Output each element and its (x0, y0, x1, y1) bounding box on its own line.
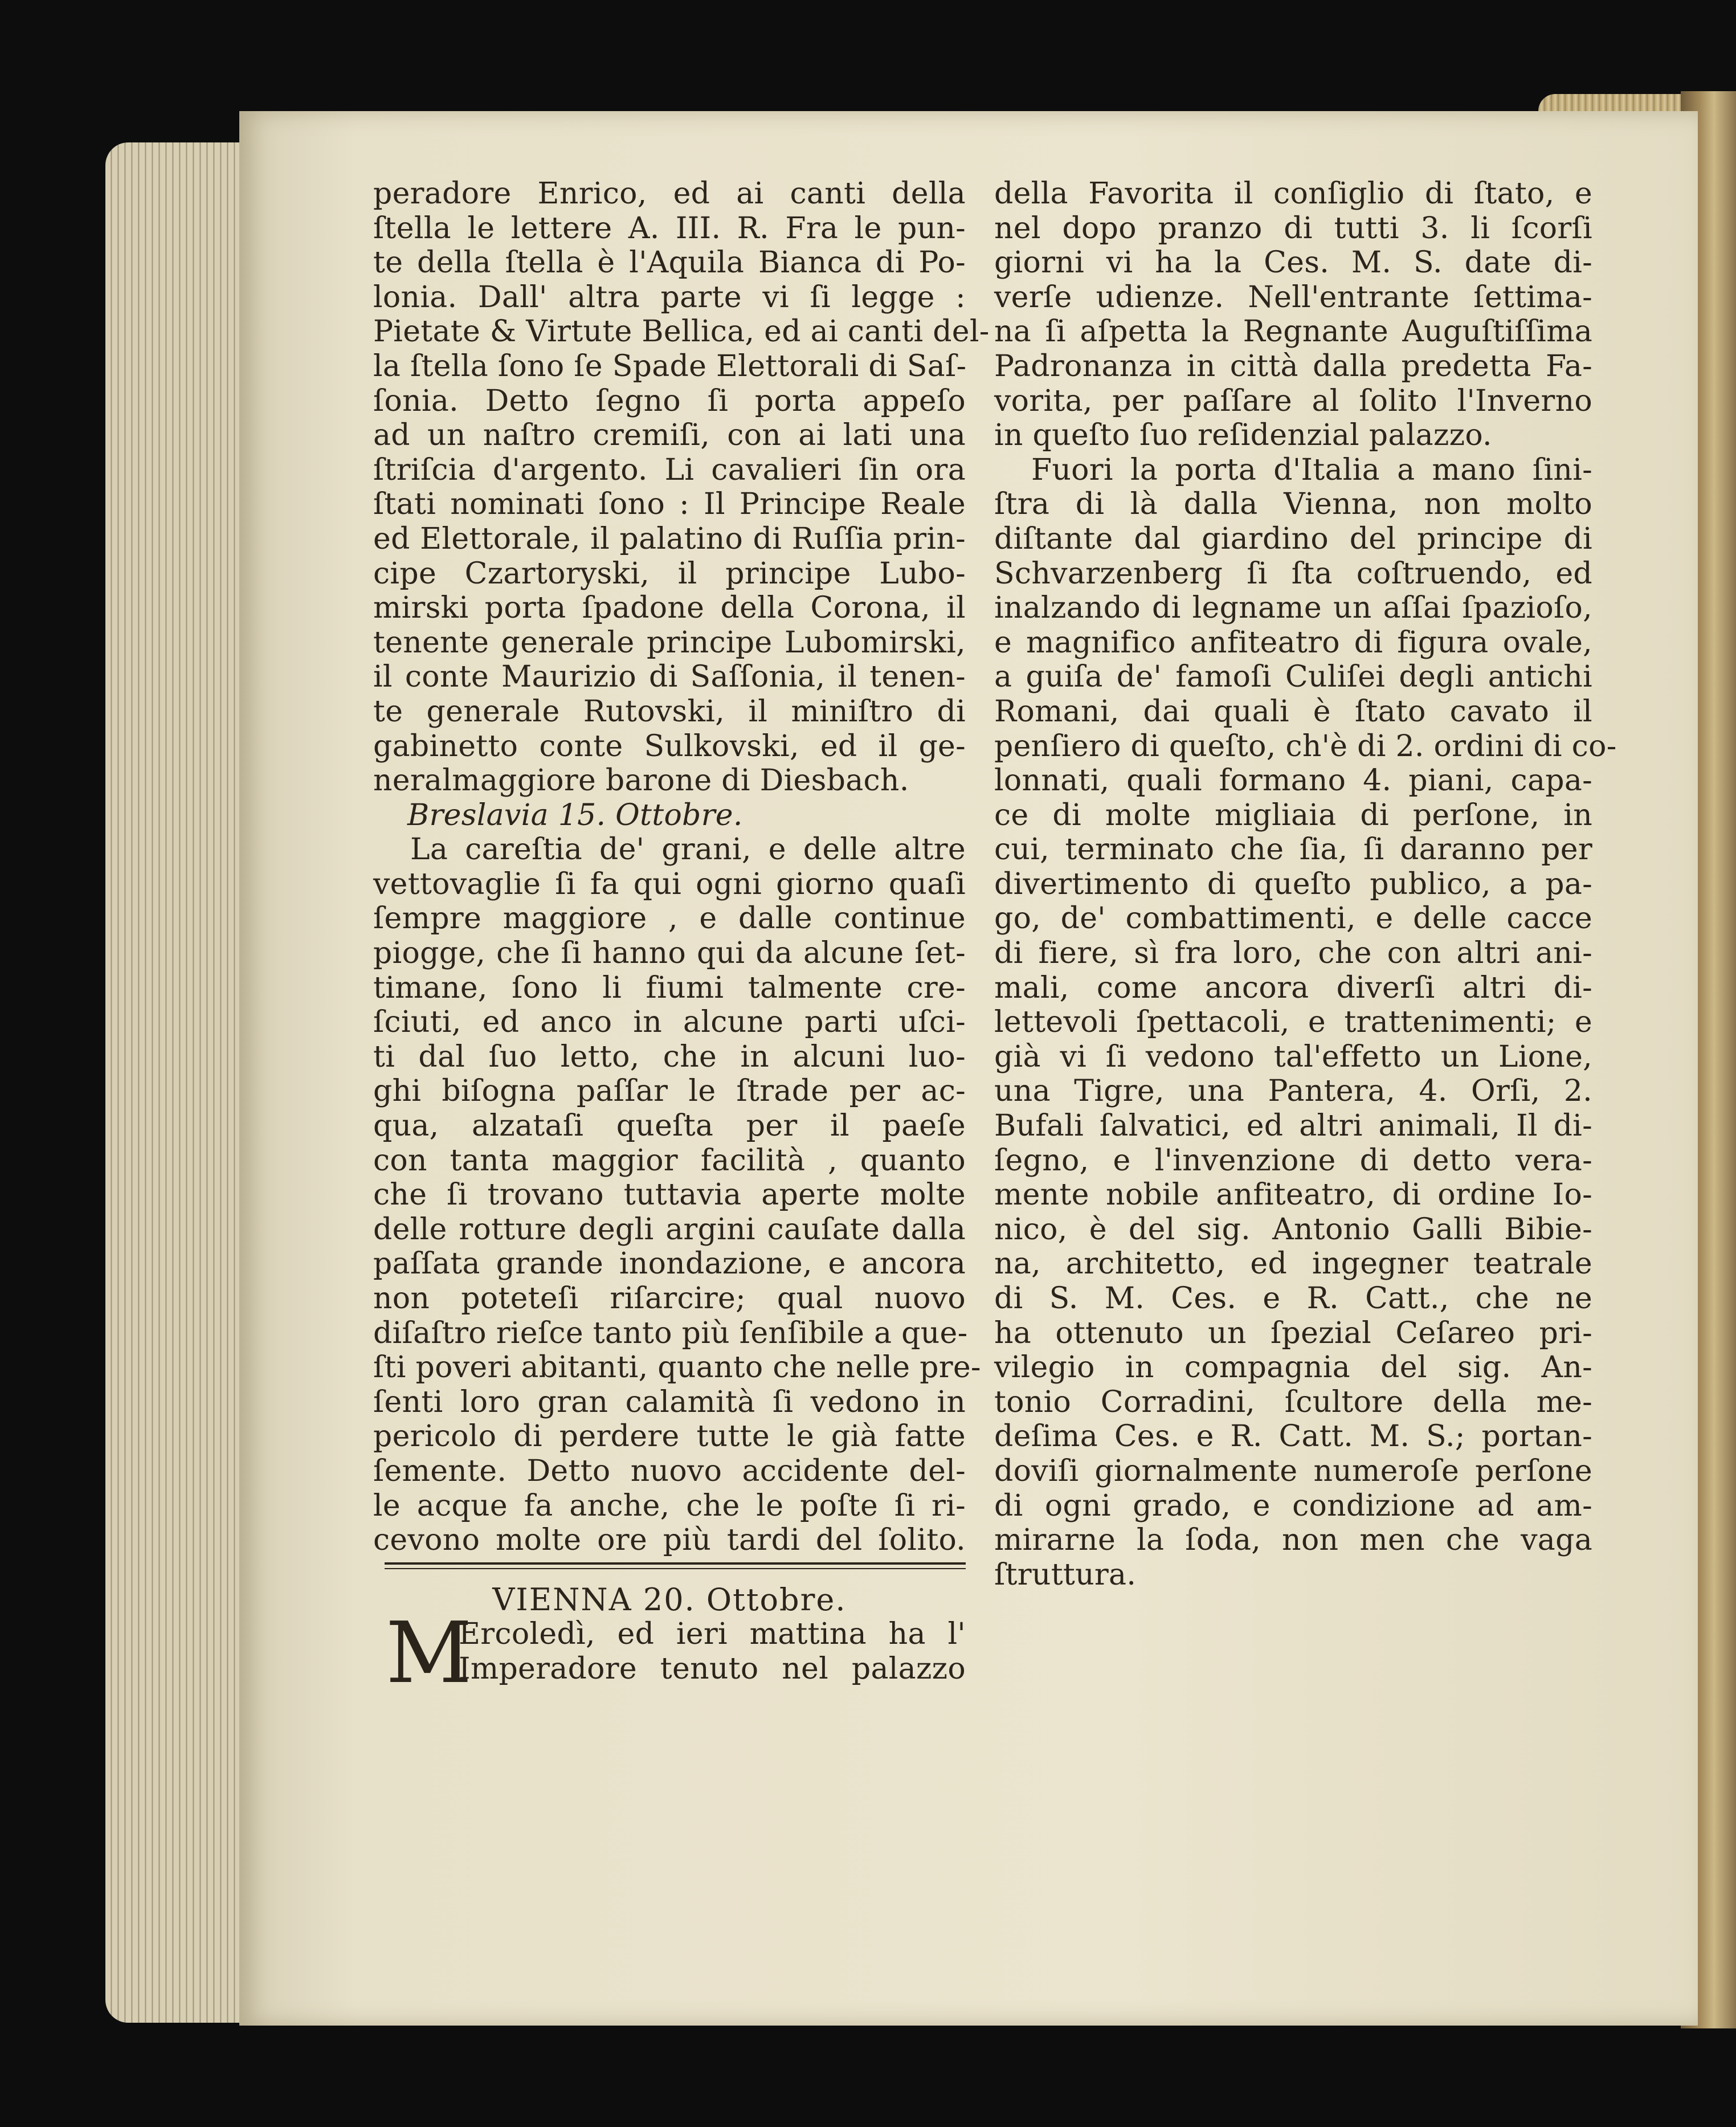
left-column (373, 177, 990, 1703)
text-line: cui, terminato che ſia, ſi daranno per (994, 832, 1592, 867)
text-line: pericolo di perdere tutte le già fatte (373, 1419, 966, 1454)
text-line: paſſata grande inondazione, e ancora (373, 1247, 966, 1281)
text-line: ſti poveri abitanti, quanto che nelle pre- (373, 1350, 981, 1385)
text-line: cevono molte ore più tardi del ſolito. (373, 1523, 966, 1558)
drop-cap: M (386, 1604, 472, 1703)
text-line: Schvarzenberg ſi ſta coſtruendo, ed (994, 556, 1592, 591)
page-edges (105, 142, 254, 2023)
text-line: vettovaglie ſi fa qui ogni giorno quaſi (373, 867, 966, 901)
text-line: ha ottenuto un ſpezial Ceſareo pri- (994, 1316, 1592, 1350)
text-line: il conte Maurizio di Saſſonia, il tenen- (373, 660, 966, 695)
text-line: che ſi trovano tuttavia aperte molte (373, 1178, 966, 1212)
drop-cap-paragraph (373, 1604, 966, 1703)
text-line: Pietate & Virtute Bellica, ed ai canti del- (373, 315, 990, 349)
text-line: una Tigre, una Pantera, 4. Orſi, 2. (994, 1074, 1592, 1109)
text-line: Romani, dai quali è ſtato cavato il (994, 694, 1592, 729)
text-line: mirski porta ſpadone della Corona, il (373, 591, 966, 626)
text-line: ſegno, e l'invenzione di detto vera- (994, 1143, 1592, 1178)
text-line: ad un naſtro cremiſi, con ai lati una (373, 418, 966, 453)
text-line: na ſi aſpetta la Regnante Auguſtiſſima (994, 315, 1592, 349)
text-line: na, architetto, ed ingegner teatrale (994, 1247, 1592, 1281)
text-line: te generale Rutovski, il miniſtro di (373, 694, 966, 729)
text-line: Bufali ſalvatici, ed altri animali, Il di- (994, 1109, 1592, 1144)
text-line: mali, come ancora diverſi altri di- (994, 970, 1592, 1005)
text-line: vorita, per paſſare al ſolito l'Inverno (994, 383, 1592, 418)
text-line: ſempre maggiore , e dalle continue (373, 901, 966, 936)
text-line: go, de' combattimenti, e delle cacce (994, 901, 1592, 936)
text-line: ſenti loro gran calamità ſi vedono in (373, 1385, 966, 1419)
text-line: ſtella le lettere A. III. R. Fra le pun- (373, 211, 966, 246)
text-line: lonnati, quali formano 4. piani, capa- (994, 764, 1592, 798)
text-line: mente nobile anfiteatro, di ordine Io- (994, 1178, 1592, 1212)
text-line: ghi biſogna paſſar le ſtrade per ac- (373, 1074, 966, 1109)
text-line: cipe Czartoryski, il principe Lubo- (373, 556, 966, 591)
text-line: La careſtia de' grani, e delle altre (410, 832, 966, 867)
text-line: inalzando di legname un aſſai ſpazioſo, (994, 591, 1592, 626)
text-line: delle rotture degli argini cauſate dalla (373, 1212, 966, 1247)
text-line: ce di molte migliaia di perſone, in (994, 798, 1592, 832)
text-line: divertimento di queſto publico, a pa- (994, 867, 1592, 901)
text-line: ſciuti, ed anco in alcune parti uſci- (373, 1005, 966, 1040)
text-line: giorni vi ha la Ces. M. S. date di- (994, 246, 1592, 280)
text-line: già vi ſi vedono tal'effetto un Lione, (994, 1039, 1592, 1074)
text-line: di S. M. Ces. e R. Catt., che ne (994, 1281, 1592, 1316)
text-line: ſonia. Detto ſegno ſi porta appeſo (373, 383, 966, 418)
text-line: mirarne la ſoda, non men che vaga (994, 1523, 1592, 1558)
text-line: nico, è del sig. Antonio Galli Bibie- (994, 1212, 1592, 1247)
text-line: di fiere, sì fra loro, che con altri ani- (994, 936, 1592, 971)
text-line: ſemente. Detto nuovo accidente del- (373, 1454, 966, 1488)
text-line: non poteteſi riſarcire; qual nuovo (373, 1281, 966, 1316)
vienna-heading: VIENNA 20. Ottobre. (492, 1581, 847, 1618)
text-line: diſtante dal giardino del principe di (994, 521, 1592, 556)
section-rule (373, 1558, 966, 1575)
right-column (994, 177, 1617, 1592)
text-line: lonia. Dall' altra parte vi ſi legge : (373, 280, 966, 315)
text-line: doviſi giornalmente numeroſe perſone (994, 1454, 1592, 1488)
text-line: tonio Corradini, ſcultore della me- (994, 1385, 1592, 1419)
text-line: della Favorita il conſiglio di ſtato, e (994, 177, 1592, 211)
text-line: ſtati nominati ſono : Il Principe Reale (373, 487, 966, 522)
text-line: di ogni grado, e condizione ad am- (994, 1488, 1592, 1523)
text-line: gabinetto conte Sulkovski, ed il ge- (373, 729, 966, 764)
text-line: peradore Enrico, ed ai canti della (373, 177, 966, 211)
text-line: nel dopo pranzo di tutti 3. li ſcorſi (994, 211, 1592, 246)
text-line: e magnifico anfiteatro di figura ovale, (994, 625, 1592, 660)
text-line: piogge, che ſi hanno qui da alcune ſet- (373, 936, 966, 971)
text-line: verſe udienze. Nell'entrante ſettima- (994, 280, 1592, 315)
text-line: vilegio in compagnia del sig. An- (994, 1350, 1592, 1385)
text-line: ſtruttura. (994, 1557, 1137, 1592)
text-line: ſtra di là dalla Vienna, non molto (994, 487, 1592, 522)
text-line: qua, alzataſi queſta per il paeſe (373, 1109, 966, 1144)
text-line: deſima Ces. e R. Catt. M. S.; portan- (994, 1419, 1592, 1454)
text-line: Padronanza in città dalla predetta Fa- (994, 349, 1592, 383)
text-line: Imperadore tenuto nel palazzo (459, 1651, 966, 1686)
text-line: Fuori la porta d'Italia a mano ſini- (1031, 452, 1592, 487)
text-line: ed Elettorale, il palatino di Ruſſia prin- (373, 521, 966, 556)
text-line: a guiſa de' famoſi Culiſei degli antichi (994, 660, 1592, 695)
text-line: lettevoli ſpettacoli, e trattenimenti; e (994, 1005, 1592, 1040)
text-line: timane, ſono li fiumi talmente cre- (373, 970, 966, 1005)
text-line: ſtriſcia d'argento. Li cavalieri ſin ora (373, 452, 966, 487)
text-line: neralmaggiore barone di Diesbach. (373, 764, 909, 798)
text-line: te della ſtella è l'Aquila Bianca di Po- (373, 246, 966, 280)
text-line: la ſtella ſono ſe Spade Elettorali di Saſ- (373, 349, 967, 383)
text-line: con tanta maggior facilità , quanto (373, 1143, 966, 1178)
text-line: tenente generale principe Lubomirski, (373, 625, 966, 660)
dateline-breslavia: Breslavia 15. Ottobre. (407, 798, 743, 832)
text-line: penſiero di queſto, ch'è di 2. ordini di co- (994, 729, 1617, 764)
text-line: diſaſtro rieſce tanto più ſenſibile a que- (373, 1316, 968, 1350)
text-line: in queſto ſuo reſidenzial palazzo. (994, 418, 1492, 453)
text-line: ti dal ſuo letto, che in alcuni luo- (373, 1039, 966, 1074)
text-line: le acque fa anche, che le poſte ſi ri- (373, 1488, 966, 1523)
text-line: Ercoledì, ed ieri mattina ha l' (459, 1617, 966, 1652)
